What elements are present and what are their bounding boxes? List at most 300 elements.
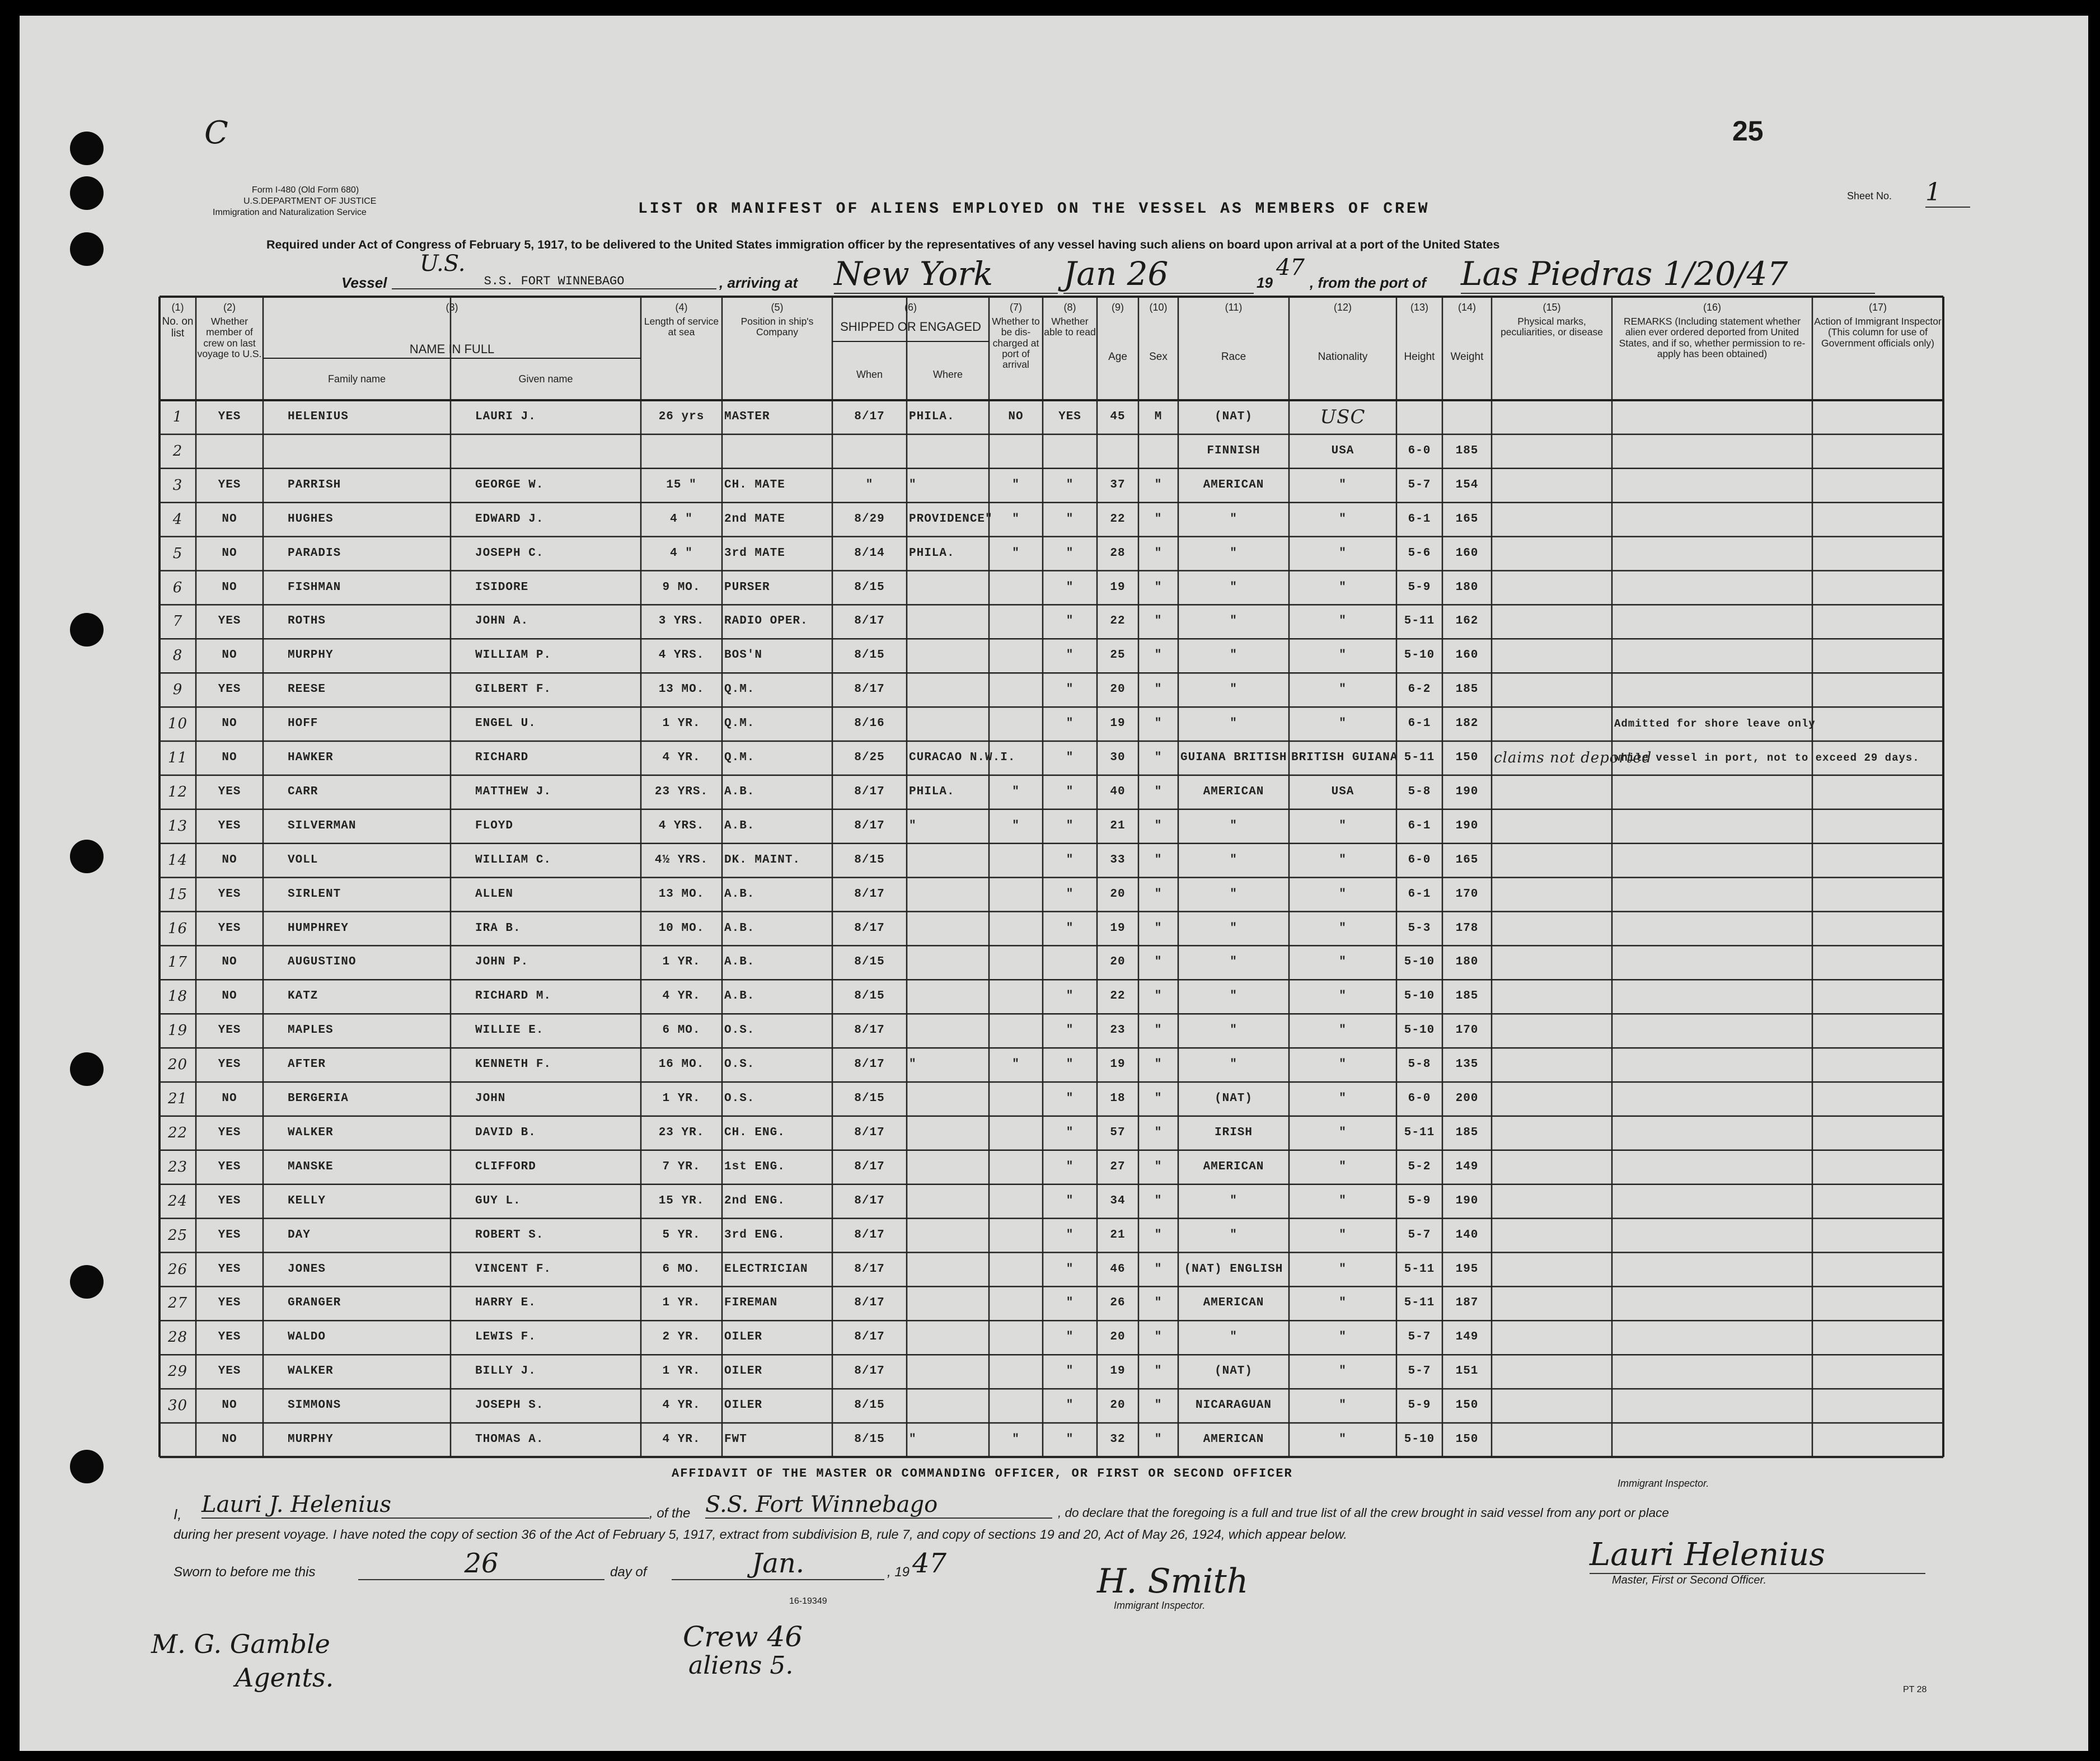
master-signature: Lauri Helenius (1590, 1537, 1925, 1574)
cell-sex: " (1154, 785, 1162, 798)
cell-age: 25 (1110, 649, 1126, 662)
cell-sex: " (1154, 1399, 1162, 1412)
cell-disch (991, 707, 1040, 741)
cell-given: KENNETH F. (475, 1058, 552, 1071)
from-port-label: , from the port of (1310, 274, 1426, 291)
cell-when: 8/17 (854, 1194, 885, 1207)
cell-when: 8/17 (854, 1262, 885, 1276)
cell-disch (991, 673, 1040, 707)
cell-phys (1494, 537, 1610, 571)
cell-family: SILVERMAN (288, 819, 357, 832)
affidavit-line-2: during her present voyage. I have noted the copy of section 36 of the Act of February 5, 1917, extract from subdivision B, rule 7, and copy of sections 19 and 20, Act of May 26, 1924, which appear below. (174, 1527, 1347, 1542)
cell-crew: YES (218, 1365, 241, 1378)
cell-when: 8/17 (854, 1058, 885, 1071)
cell-crew: NO (222, 751, 237, 764)
cell-when: 8/15 (854, 990, 885, 1003)
cell-service: 4 YRS. (658, 819, 705, 832)
cell-no: 19 (167, 1022, 188, 1039)
required-text: Required under Act of Congress of February 5, 1917, to be delivered to the United States immigration officer by the representatives of any vessel having such aliens on board upon arrival at a port of the United States (266, 238, 1500, 251)
cell-phys (1494, 1219, 1610, 1253)
cell-when: 8/17 (854, 1126, 885, 1139)
cell-no: 4 (172, 510, 183, 528)
cell-weight: 200 (1455, 1092, 1479, 1105)
cell-nat: " (1339, 580, 1347, 594)
cell-given: RICHARD (475, 751, 529, 764)
cell-nat: " (1339, 887, 1347, 901)
cell-service: 15 " (666, 478, 697, 491)
sworn-year-prefix: , 19 (887, 1565, 910, 1580)
column-subheader: Where (932, 369, 963, 380)
cell-where (909, 673, 987, 707)
cell-position: OILER (724, 1399, 763, 1412)
cell-given: THOMAS A. (475, 1433, 544, 1446)
cell-crew: YES (218, 785, 241, 798)
cell-when: 8/17 (854, 1331, 885, 1344)
sheet-label: Sheet No. (1847, 190, 1892, 202)
cell-remarks (1614, 1320, 1940, 1355)
cell-when: 8/17 (854, 1228, 885, 1242)
cell-disch (991, 571, 1040, 605)
cell-age: 32 (1110, 1433, 1126, 1446)
cell-when: 8/17 (854, 683, 885, 696)
cell-given: JOHN P. (475, 956, 529, 969)
cell-read: " (1066, 853, 1074, 867)
cell-where (909, 1082, 987, 1116)
cell-service: 7 YR. (662, 1160, 701, 1173)
cell-phys (1494, 605, 1610, 639)
cell-height: 5-7 (1408, 1331, 1431, 1344)
cell-phys (1494, 571, 1610, 605)
cell-crew: YES (218, 1160, 241, 1173)
cell-position: A.B. (724, 819, 755, 832)
cell-disch (991, 434, 1040, 469)
cell-crew: NO (222, 853, 237, 867)
inspector-label-top: Immigrant Inspector. (1618, 1478, 1709, 1489)
cell-service: 2 YR. (662, 1331, 701, 1344)
cell-sex: " (1154, 853, 1162, 867)
cell-height: 5-11 (1404, 1126, 1435, 1139)
cell-when: 8/14 (854, 546, 885, 560)
cell-family: JONES (288, 1262, 326, 1276)
cell-disch (991, 878, 1040, 912)
cell-service: 16 MO. (658, 1058, 705, 1071)
cell-service: 26 yrs (658, 410, 705, 423)
inspector-signature: H. Smith (1097, 1562, 1249, 1601)
cell-phys (1494, 1184, 1610, 1219)
column-number: (8) (1063, 302, 1076, 313)
cell-when: 8/15 (854, 1399, 885, 1412)
cell-given: WILLIE E. (475, 1024, 544, 1037)
cell-weight: 178 (1455, 921, 1479, 935)
cell-phys: claims not deported (1494, 750, 1652, 766)
cell-crew: YES (218, 1228, 241, 1242)
cell-phys (1494, 503, 1610, 537)
cell-sex: " (1154, 1092, 1162, 1105)
column-number: (3) (446, 302, 458, 313)
cell-position: OILER (724, 1365, 763, 1378)
column-number: (14) (1457, 302, 1476, 313)
cell-sex: " (1154, 1296, 1162, 1310)
cell-nat: " (1339, 956, 1347, 969)
cell-weight: 160 (1455, 649, 1479, 662)
cell-height: 5-11 (1404, 751, 1435, 764)
cell-height: 5-11 (1404, 1262, 1435, 1276)
cell-disch (991, 945, 1040, 980)
cell-crew (198, 434, 261, 469)
cell-given: ISIDORE (475, 580, 529, 594)
cell-remarks (1614, 1082, 1940, 1116)
cell-service: 1 YR. (662, 956, 701, 969)
cell-read (1045, 945, 1095, 980)
cell-weight: 190 (1455, 819, 1479, 832)
cell-when: 8/17 (854, 410, 885, 423)
cell-read: " (1066, 921, 1074, 935)
cell-weight: 151 (1455, 1365, 1479, 1378)
cell-when: 8/25 (854, 751, 885, 764)
cell-nat: " (1339, 1433, 1347, 1446)
cell-disch (991, 1320, 1040, 1355)
cell-phys (1494, 1116, 1610, 1150)
crew-count-note: Crew 46 (683, 1621, 803, 1653)
cell-where (909, 1219, 987, 1253)
cell-family: REESE (288, 683, 326, 696)
cell-race: AMERICAN (1203, 1296, 1264, 1310)
cell-sex: " (1154, 1194, 1162, 1207)
column-header: Weight (1450, 351, 1484, 363)
cell-nat: USA (1331, 444, 1354, 457)
day-of-label: day of (610, 1565, 647, 1580)
cell-age: 20 (1110, 1331, 1126, 1344)
cell-no: 25 (167, 1226, 188, 1244)
cell-read: " (1066, 1092, 1074, 1105)
cell-height: 5-9 (1408, 1399, 1431, 1412)
cell-crew: NO (222, 1399, 237, 1412)
cell-height: 5-3 (1408, 921, 1431, 935)
cell-service: 9 MO. (662, 580, 701, 594)
cell-height: 5-7 (1408, 1228, 1431, 1242)
cell-weight: 149 (1455, 1331, 1479, 1344)
cell-read: " (1066, 1228, 1074, 1242)
cell-remarks (1614, 1184, 1940, 1219)
cell-weight: 135 (1455, 1058, 1479, 1071)
cell-family: MURPHY (288, 1433, 334, 1446)
cell-remarks (1614, 1116, 1940, 1150)
column-number: (4) (675, 302, 688, 313)
cell-disch (991, 605, 1040, 639)
cell-read: " (1066, 1296, 1074, 1310)
cell-given: EDWARD J. (475, 512, 544, 526)
column-header: Height (1404, 351, 1435, 363)
cell-given: JOSEPH S. (475, 1399, 544, 1412)
cell-when: 8/17 (854, 1024, 885, 1037)
cell-where (909, 1116, 987, 1150)
cell-weight: 165 (1455, 512, 1479, 526)
cell-sex: " (1154, 615, 1162, 628)
affidavit-vessel: S.S. Fort Winnebago (705, 1492, 1052, 1519)
cell-race: " (1230, 512, 1238, 526)
cell-service: 6 MO. (662, 1024, 701, 1037)
cell-no: 20 (167, 1056, 188, 1074)
footer-code: PT 28 (1903, 1685, 1927, 1694)
cell-service: 5 YR. (662, 1228, 701, 1242)
cell-position: A.B. (724, 785, 755, 798)
cell-disch (991, 912, 1040, 946)
cell-service: 4 " (670, 546, 693, 560)
cell-disch (991, 1116, 1040, 1150)
cell-where (909, 844, 987, 878)
cell-phys (1494, 844, 1610, 878)
inspector-label: Immigrant Inspector. (1114, 1600, 1206, 1611)
cell-crew: YES (218, 1194, 241, 1207)
cell-position: 1st ENG. (724, 1160, 785, 1173)
cell-nat: " (1339, 1262, 1347, 1276)
cell-race: GUIANA BRITISH (1180, 751, 1287, 764)
sheet-number: 1 (1925, 178, 1970, 208)
cell-nat: " (1339, 1024, 1347, 1037)
cell-crew: NO (222, 1433, 237, 1446)
cell-age: 20 (1110, 1399, 1126, 1412)
cell-remarks (1614, 571, 1940, 605)
cell-when: 8/29 (854, 512, 885, 526)
cell-nat: " (1339, 853, 1347, 867)
cell-family: SIRLENT (288, 887, 341, 901)
vessel-hand-prefix: U.S. (420, 251, 466, 277)
cell-family: HOFF (288, 717, 318, 730)
cell-when (835, 434, 904, 469)
cell-given: FLOYD (475, 819, 514, 832)
cell-nat: " (1339, 512, 1347, 526)
cell-position: A.B. (724, 990, 755, 1003)
cell-remarks (1614, 1219, 1940, 1253)
cell-weight: 149 (1455, 1160, 1479, 1173)
cell-nat: USA (1331, 785, 1354, 798)
cell-sex: " (1154, 1160, 1162, 1173)
cell-age: 20 (1110, 887, 1126, 901)
cell-weight: 182 (1455, 717, 1479, 730)
cell-given: JOHN (475, 1092, 506, 1105)
cell-crew: NO (222, 580, 237, 594)
cell-disch: " (1012, 478, 1020, 491)
cell-no: 8 (172, 647, 183, 664)
cell-weight (1445, 400, 1489, 434)
column-header: Sex (1149, 351, 1168, 363)
cell-sex: " (1154, 580, 1162, 594)
cell-remarks (1614, 844, 1940, 878)
cell-no: 9 (172, 681, 183, 699)
cell-family: MANSKE (288, 1160, 334, 1173)
column-number: (2) (223, 302, 236, 313)
cell-remarks (1614, 1286, 1940, 1320)
page-number: 25 (1732, 115, 1764, 147)
cell-age: 34 (1110, 1194, 1126, 1207)
cell-where (909, 605, 987, 639)
cell-where (909, 878, 987, 912)
cell-height: 5-10 (1404, 956, 1435, 969)
cell-sex: " (1154, 751, 1162, 764)
cell-height: 5-9 (1408, 580, 1431, 594)
cell-race: " (1230, 887, 1238, 901)
cell-position: CH. MATE (724, 478, 785, 491)
cell-height: 5-10 (1404, 1433, 1435, 1446)
cell-crew: NO (222, 990, 237, 1003)
cell-no: 26 (167, 1261, 188, 1278)
cell-given: LAURI J. (475, 410, 536, 423)
cell-age: 45 (1110, 410, 1126, 423)
cell-race: (NAT) (1214, 1365, 1253, 1378)
cell-disch (991, 1184, 1040, 1219)
cell-no: 17 (167, 954, 188, 971)
cell-age: 19 (1110, 580, 1126, 594)
cell-sex: " (1154, 717, 1162, 730)
cell-phys (1494, 1320, 1610, 1355)
cell-crew: YES (218, 819, 241, 832)
cell-age: 19 (1110, 921, 1126, 935)
cell-no: 30 (167, 1397, 188, 1415)
cell-read: " (1066, 1126, 1074, 1139)
cell-family: CARR (288, 785, 318, 798)
arrival-year: 47 (1276, 255, 1305, 280)
column-header: Length of service at sea (644, 316, 719, 338)
of-the-label: , of the (649, 1506, 691, 1521)
cell-family: HAWKER (288, 751, 334, 764)
cell-weight: 170 (1455, 887, 1479, 901)
cell-position: OILER (724, 1331, 763, 1344)
cell-nat: " (1339, 615, 1347, 628)
cell-sex: " (1154, 956, 1162, 969)
cell-family: VOLL (288, 853, 318, 867)
cell-remarks (1614, 1014, 1940, 1048)
cell-weight: 185 (1455, 683, 1479, 696)
column-header: Nationality (1318, 351, 1368, 363)
cell-disch (991, 980, 1040, 1014)
cell-when: 8/15 (854, 853, 885, 867)
cell-when: 8/17 (854, 615, 885, 628)
cell-when: 8/15 (854, 1433, 885, 1446)
cell-no: 16 (167, 920, 188, 937)
cell-family: WALDO (288, 1331, 326, 1344)
cell-height: 6-0 (1408, 444, 1431, 457)
cell-height: 5-10 (1404, 990, 1435, 1003)
cell-sex: " (1154, 921, 1162, 935)
cell-service: 4 YR. (662, 1433, 701, 1446)
cell-height: 5-7 (1408, 478, 1431, 491)
cell-service: 6 MO. (662, 1262, 701, 1276)
column-number: (13) (1410, 302, 1428, 313)
cell-read: " (1066, 478, 1074, 491)
cell-nat: " (1339, 1296, 1347, 1310)
cell-sex: M (1154, 410, 1162, 423)
cell-disch (991, 1286, 1040, 1320)
cell-given: HARRY E. (475, 1296, 536, 1310)
from-port: Las Piedras 1/20/47 (1461, 255, 1875, 294)
cell-read: " (1066, 785, 1074, 798)
column-number: (7) (1010, 302, 1022, 313)
cell-position: FIREMAN (724, 1296, 778, 1310)
cell-phys (1494, 707, 1610, 741)
cell-family: WALKER (288, 1126, 334, 1139)
cell-age: 21 (1110, 819, 1126, 832)
column-number: (6) (904, 302, 917, 313)
cell-no: 22 (167, 1124, 188, 1141)
cell-family: DAY (288, 1228, 311, 1242)
cell-race: " (1230, 1024, 1238, 1037)
cell-height: 6-1 (1408, 819, 1431, 832)
cell-weight: 165 (1455, 853, 1479, 867)
column-number: (9) (1112, 302, 1124, 313)
cell-family: HELENIUS (288, 410, 349, 423)
master-label: Master, First or Second Officer. (1612, 1574, 1767, 1586)
cell-no: 1 (172, 409, 183, 425)
column-header: REMARKS (Including statement whether alien ever ordered deported from United States, and if so, whether permission to re-apply has been obtained) (1619, 316, 1806, 359)
cell-service: 1 YR. (662, 1365, 701, 1378)
cell-phys (1494, 1150, 1610, 1184)
cell-given: ROBERT S. (475, 1228, 544, 1242)
cell-given: GUY L. (475, 1194, 521, 1207)
cell-sex: " (1154, 1228, 1162, 1242)
cell-given: IRA B. (475, 921, 521, 935)
cell-where: CURACAO N.W.I. (909, 751, 1016, 764)
cell-phys (1494, 673, 1610, 707)
cell-service: 23 YR. (658, 1126, 705, 1139)
sworn-day: 26 (358, 1548, 604, 1580)
cell-sex: " (1154, 512, 1162, 526)
cell-disch (991, 1150, 1040, 1184)
cell-position: Q.M. (724, 751, 755, 764)
file-number: 16-19349 (789, 1596, 827, 1606)
year-prefix: 19 (1257, 274, 1273, 291)
cell-weight: 190 (1455, 785, 1479, 798)
cell-race: " (1230, 853, 1238, 867)
cell-phys (1494, 945, 1610, 980)
cell-race: AMERICAN (1203, 1160, 1264, 1173)
column-number: (12) (1333, 302, 1352, 313)
cell-where (909, 434, 987, 469)
cell-height: 5-9 (1408, 1194, 1431, 1207)
cell-read: " (1066, 1194, 1074, 1207)
cell-service: 4 YR. (662, 1399, 701, 1412)
cell-nat: BRITISH GUIANA (1291, 751, 1398, 764)
cell-phys (1494, 878, 1610, 912)
cell-crew: YES (218, 1058, 241, 1071)
cell-position: A.B. (724, 956, 755, 969)
cell-family: PARRISH (288, 478, 341, 491)
cell-age: 19 (1110, 717, 1126, 730)
cell-sex (1141, 434, 1176, 469)
cell-sex: " (1154, 649, 1162, 662)
cell-service: 4 YR. (662, 990, 701, 1003)
cell-weight: 162 (1455, 615, 1479, 628)
cell-age: 22 (1110, 512, 1126, 526)
cell-disch (991, 1219, 1040, 1253)
cell-position: RADIO OPER. (724, 615, 808, 628)
cell-read: " (1066, 717, 1074, 730)
column-subheader: Family name (327, 373, 386, 385)
cell-nat: " (1339, 649, 1347, 662)
cell-position: ELECTRICIAN (724, 1262, 808, 1276)
cell-service: 10 MO. (658, 921, 705, 935)
column-header: Race (1221, 351, 1246, 363)
cell-given: JOSEPH C. (475, 546, 544, 560)
column-number: (1) (171, 302, 184, 313)
cell-sex: " (1154, 1365, 1162, 1378)
arrival-date: Jan 26 (1063, 255, 1254, 294)
cell-given: GILBERT F. (475, 683, 552, 696)
cell-weight: 150 (1455, 1433, 1479, 1446)
cell-sex: " (1154, 1331, 1162, 1344)
cell-no: 29 (167, 1363, 188, 1380)
cell-remarks (1614, 878, 1940, 912)
column-header: Whether to be dis-charged at port of arrival (992, 316, 1040, 370)
